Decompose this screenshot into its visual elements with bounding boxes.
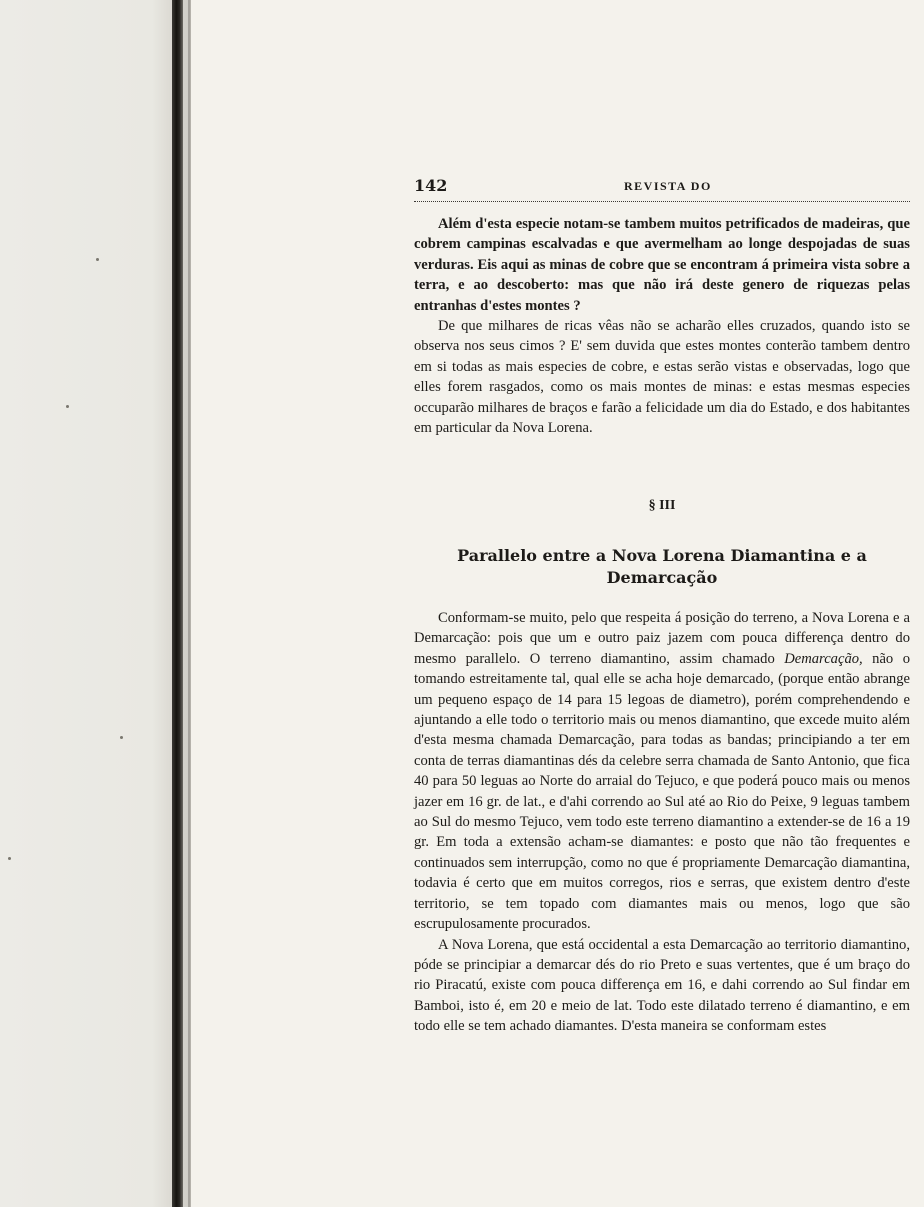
paragraph-text: Conformam-se muito, pelo que respeita á posição do terreno, a Nova Lorena e a Demarcação: pois que um e outro paiz jazem com pouca differença dentro do mesmo parallelo. O terreno diamantino, assim chamado — [414, 610, 910, 667]
section-number: § III — [648, 498, 676, 513]
paragraph-text: A Nova Lorena, que está occidental a esta Demarcação ao territorio diamantino, póde se principiar a demarcar dés do rio Preto e suas vertentes, que é um braço do rio Piracatú, existe com pouca differença em 16, e dahi correndo ao Sul findar em Bamboi, isto é, em 20 e meio de lat. Todo este dilatado terreno é diamantino, e em todo elle se tem achado diamantes. D'esta maneira se conformam estes — [414, 936, 910, 1035]
text-block-bottom — [414, 608, 910, 1037]
italic-term: Demarcação, — [784, 650, 863, 667]
header-rule — [414, 201, 910, 202]
page-number: 142 — [414, 176, 448, 195]
section-title: Parallelo entre a Nova Lorena Diamantina e a Demarcação — [457, 546, 867, 587]
paragraph: De que milhares de ricas vêas não se acharão elles cruzados, quando isto se observa nos seus cimos ? E' sem duvida que estes montes conterão tambem dentro em si todas as mais especies de cobre, e estas serão vistas e observadas, logo que elles forem rasgados, como os mais montes de minas: e estas mesmas especies occuparão milhares de braços e farão a felicidade um dia do Estado, e dos habitantes em particular da Nova Lorena. — [414, 318, 910, 437]
binding-shadow — [172, 0, 183, 1207]
paper-speck — [96, 258, 99, 261]
paragraph — [414, 608, 910, 935]
paragraph — [414, 935, 910, 1037]
paragraph: Além d'esta especie notam-se tambem muitos petrificados de madeiras, que cobrem campinas escalvadas e que avermelham ao longe despojadas de suas verduras. Eis aqui as minas de cobre que se encontram á primeira vista sobre a terra, e ao descoberto: mas que não irá deste genero de riquezas pelas entranhas d'estes montes ? — [414, 216, 910, 314]
page-header — [414, 176, 910, 198]
binding-edge — [188, 0, 191, 1207]
paper-speck — [120, 736, 123, 739]
text-block-top — [414, 214, 910, 438]
paper-speck — [66, 405, 69, 408]
paragraph-text: não o tomando estreitamente tal, qual elle se acha hoje demarcado, (porque então abrange um pequeno espaço de 14 para 15 legoas de diametro), porém comprehendendo e ajuntando a elle todo o territorio mais ou menos diamantino, que excede muito além d'esta mesma chamada Demarcação, para todas as bandas; principiando a ter em conta de terras diamantinas dés da celebre serra chamada de Santo Antonio, que fica 40 para 50 leguas ao Norte do arraial do Tejuco, e que poderá pouco mais ou menos jazer em 16 gr. de lat., e d'ahi correndo ao Sul até ao Rio do Peixe, 9 leguas tambem ao Sul do mesmo Tejuco, vem todo este terreno diamantino a extender-se de 16 a 19 gr. Em toda a extensão acham-se diamantes: e posto que não tão frequentes e continuados sem interrupção, como no que é propriamente Demarcação diamantina, todavia é certo que em muitos corregos, rios e serras, que existem dentro d'este territorio, se tem topado com diamantes mais ou menos, logo que são escrupulosamente procurados. — [414, 650, 910, 933]
book-gutter — [0, 0, 190, 1207]
running-head: REVISTA DO — [624, 179, 712, 193]
paper-speck — [8, 857, 11, 860]
